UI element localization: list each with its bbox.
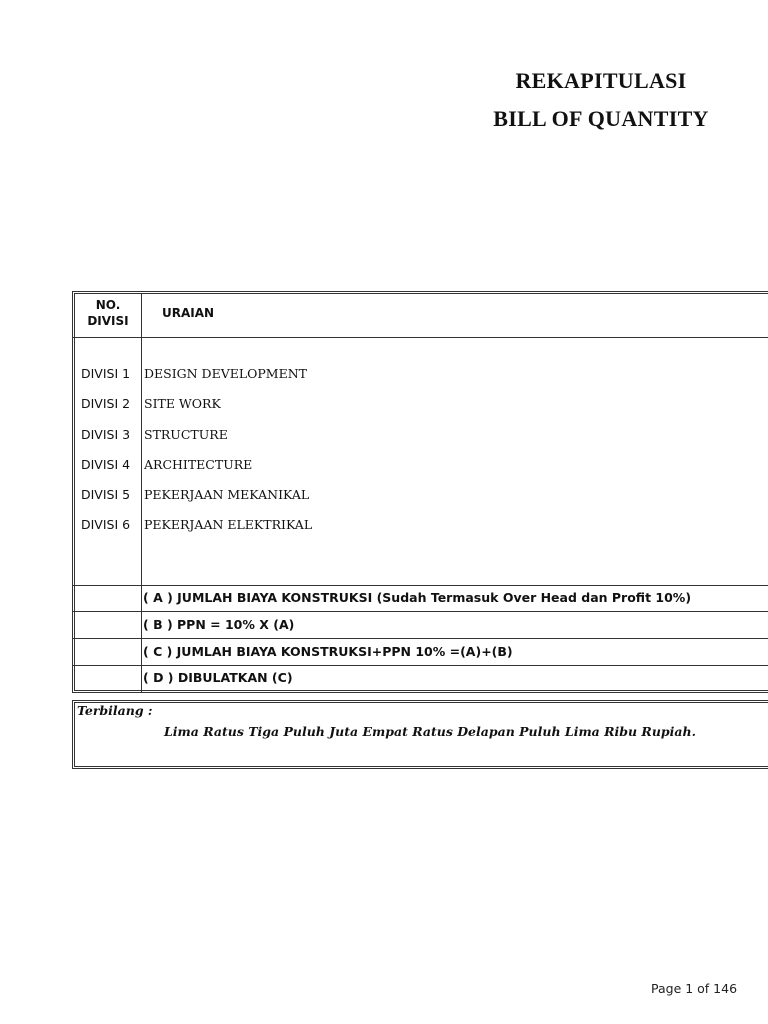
row-desc: STRUCTURE — [144, 427, 228, 442]
row-code: DIVISI 4 — [81, 457, 131, 472]
summary-divider-a — [72, 585, 768, 586]
row-desc: DESIGN DEVELOPMENT — [144, 366, 308, 381]
row-desc: PEKERJAAN MEKANIKAL — [144, 487, 310, 502]
summary-divider-b — [72, 611, 768, 612]
summary-jumlah-biaya: ( A ) JUMLAH BIAYA KONSTRUKSI (Sudah Termasuk Over Head dan Profit 10%) — [143, 590, 692, 605]
column-header-no-divisi — [78, 297, 138, 329]
header-divider — [72, 337, 768, 338]
column-header-uraian: URAIAN — [162, 306, 215, 320]
column-header-no: NO. — [95, 298, 121, 312]
row-code: DIVISI 2 — [81, 396, 131, 411]
terbilang-label: Terbilang : — [77, 703, 153, 718]
row-code: DIVISI 5 — [81, 487, 131, 502]
row-desc: PEKERJAAN ELEKTRIKAL — [144, 517, 313, 532]
row-code: DIVISI 1 — [81, 366, 131, 381]
terbilang-text: Lima Ratus Tiga Puluh Juta Empat Ratus Delapan Puluh Lima Ribu Rupiah. — [164, 724, 696, 739]
row-desc: ARCHITECTURE — [144, 457, 253, 472]
summary-ppn: ( B ) PPN = 10% X (A) — [143, 617, 295, 632]
column-divider-body — [141, 337, 142, 692]
row-code: DIVISI 3 — [81, 427, 131, 442]
row-desc: SITE WORK — [144, 396, 221, 411]
column-header-divisi: DIVISI — [87, 314, 129, 328]
summary-dibulatkan: ( D ) DIBULATKAN (C) — [143, 670, 293, 685]
summary-jumlah-plus-ppn: ( C ) JUMLAH BIAYA KONSTRUKSI+PPN 10% =(A)+(B) — [143, 644, 513, 659]
row-code: DIVISI 6 — [81, 517, 131, 532]
title-rekapitulasi: REKAPITULASI — [515, 68, 687, 93]
summary-divider-c — [72, 638, 768, 639]
column-divider-header — [141, 293, 142, 337]
summary-divider-d — [72, 665, 768, 666]
page-number: Page 1 of 146 — [651, 981, 738, 996]
title-bill-of-quantity: BILL OF QUANTITY — [493, 106, 709, 131]
